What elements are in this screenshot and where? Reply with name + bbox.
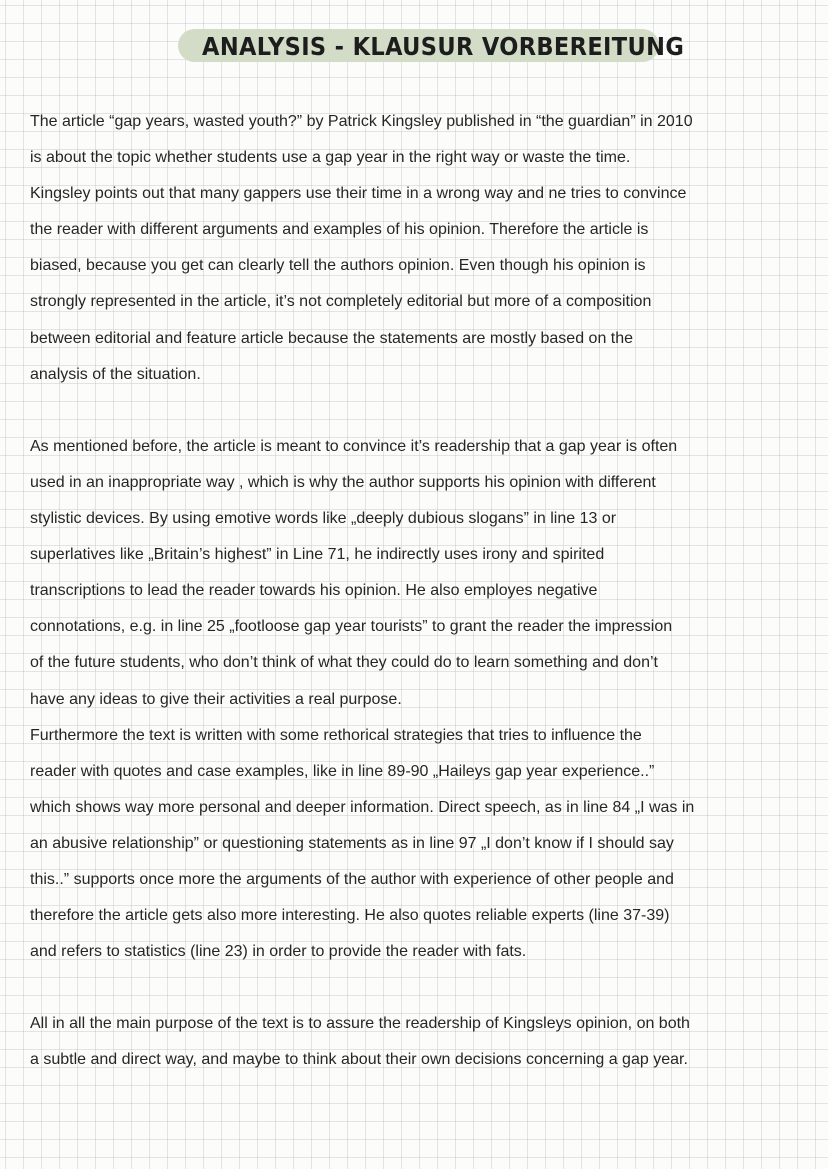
text-line: superlatives like „Britain’s highest” in Line 71, he indirectly uses irony and spirited [30,546,605,564]
paragraph-rhetorical-strategies [30,718,820,971]
page-title: ANALYSIS - KLAUSUR VORBEREITUNG [202,32,685,61]
text-line: a subtle and direct way, and maybe to think about their own decisions concerning a gap year. [30,1051,688,1069]
text-line: the reader with different arguments and examples of his opinion. Therefore the article is [30,221,649,239]
text-line: The article “gap years, wasted youth?” by Patrick Kingsley published in “the guardian” in 2010 [30,113,693,130]
text-line: strongly represented in the article, it’s not completely editorial but more of a composition [30,293,652,311]
text-line: connotations, e.g. in line 25 „footloose gap year tourists” to grant the reader the impression [30,618,673,636]
text-line: of the future students, who don’t think of what they could do to learn something and don’t [30,654,658,672]
text-line: this..” supports once more the arguments of the author with experience of other people and [30,870,674,888]
text-line: have any ideas to give their activities a real purpose. [30,690,402,708]
text-line: biased, because you get can clearly tell the authors opinion. Even though his opinion is [30,257,646,275]
text-line: analysis of the situation. [30,365,201,383]
text-line: Furthermore the text is written with some rethorical strategies that tries to influence the [30,726,642,744]
text-line: and refers to statistics (line 23) in order to provide the reader with fats. [30,943,527,961]
text-line: Kingsley points out that many gappers use their time in a wrong way and ne tries to convince [30,185,687,203]
paragraph-spacer [30,970,820,1006]
text-line: an abusive relationship” or questioning statements as in line 97 „I don’t know if I should say [30,834,674,852]
text-line: stylistic devices. By using emotive words like „deeply dubious slogans” in line 13 or [30,510,617,528]
text-line: transcriptions to lead the reader towards his opinion. He also employes negative [30,582,598,600]
text-line: is about the topic whether students use a gap year in the right way or waste the time. [30,149,631,167]
text-line: between editorial and feature article because the statements are mostly based on the [30,329,634,347]
paragraph-introduction [30,104,820,393]
article-body [30,104,820,1079]
text-line: All in all the main purpose of the text is to assure the readership of Kingsleys opinion, on both [30,1015,690,1033]
text-line: As mentioned before, the article is meant to convince it’s readership that a gap year is often [30,437,678,455]
paragraph-stylistic-devices [30,429,820,718]
paragraph-spacer [30,393,820,429]
text-line: therefore the article gets also more interesting. He also quotes reliable experts (line 37-39) [30,907,670,925]
paragraph-conclusion [30,1006,820,1078]
text-line: used in an inappropriate way , which is why the author supports his opinion with different [30,473,656,491]
text-line: which shows way more personal and deeper information. Direct speech, as in line 84 „I was in [30,798,695,816]
text-line: reader with quotes and case examples, like in line 89-90 „Haileys gap year experience..” [30,762,655,780]
